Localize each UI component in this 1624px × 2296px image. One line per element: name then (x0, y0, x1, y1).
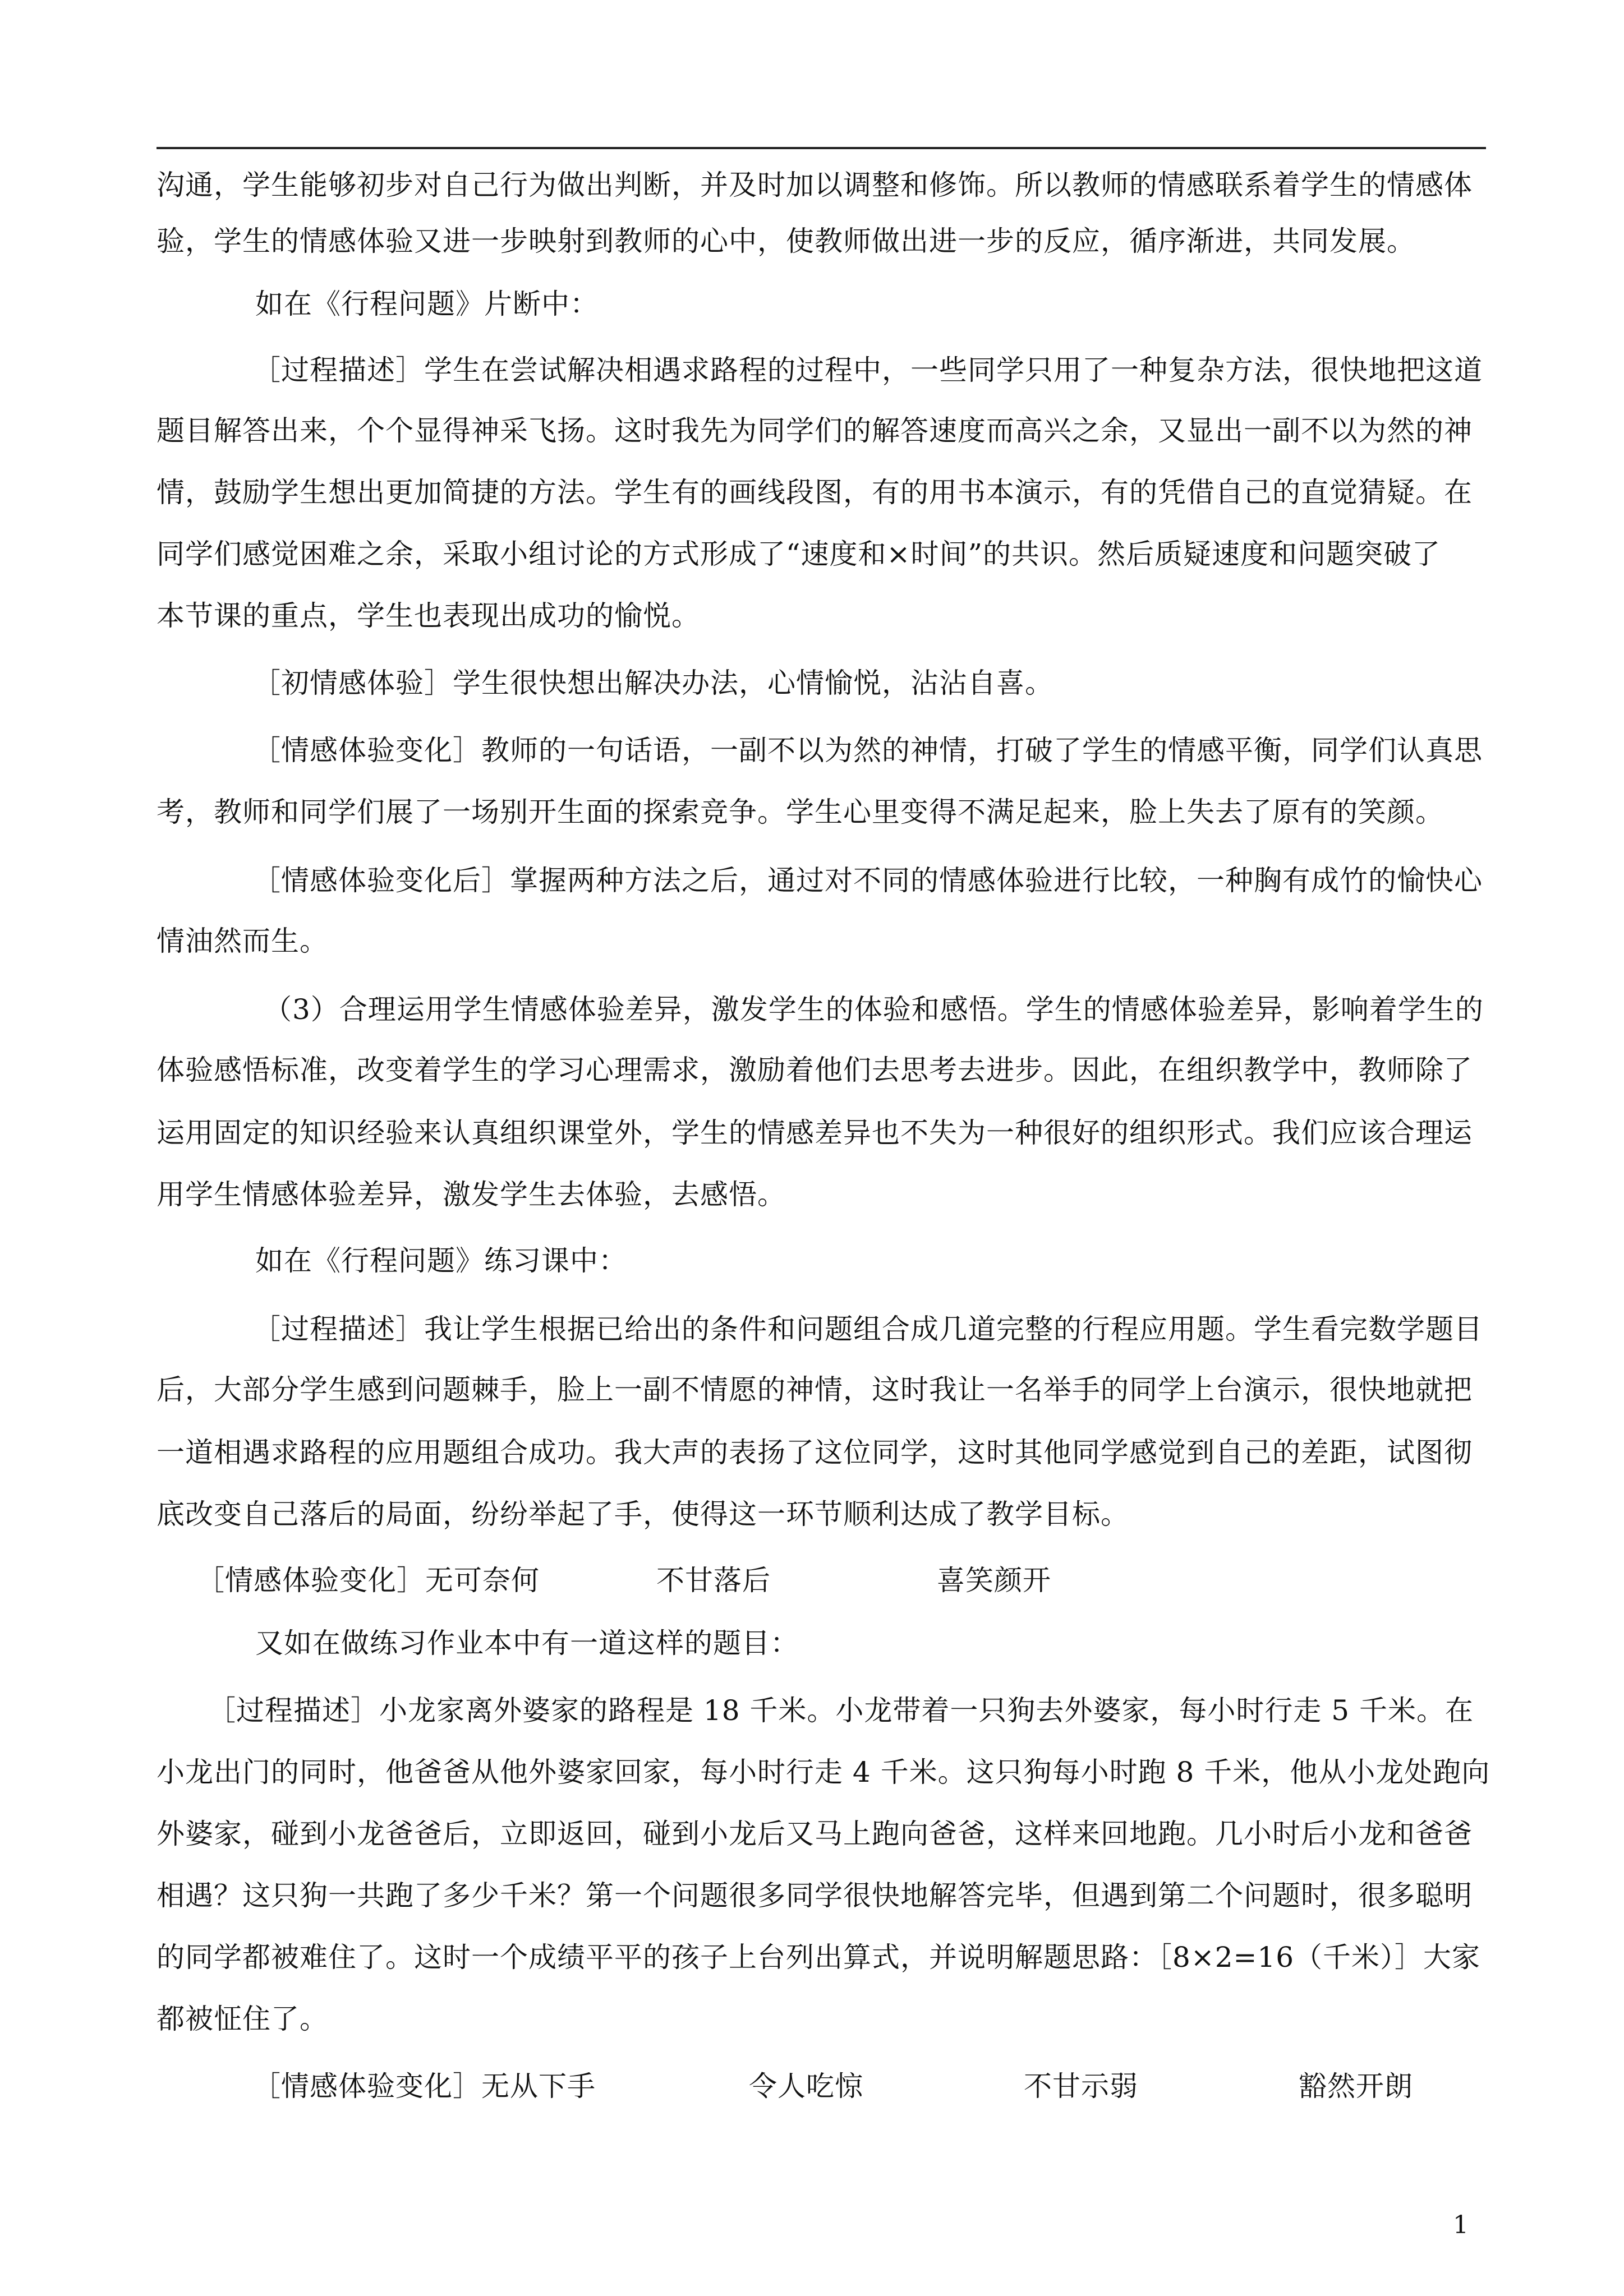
p3-line-5: 本节课的重点，学生也表现出成功的愉悦。 (157, 600, 700, 632)
p6-line-1: ［情感体验变化后］掌握两种方法之后，通过对不同的情感体验进行比较，一种胸有成竹的愉快心 (252, 864, 1483, 897)
emotion2-item-2: 不甘示弱 (1024, 2070, 1138, 2103)
page-number: 1 (1453, 2211, 1469, 2239)
p9-line-1: ［过程描述］我让学生根据已给出的条件和问题组合成几道完整的行程应用题。学生看完数学题目 (252, 1313, 1483, 1345)
p11-line-2: 小龙出门的同时，他爸爸从他外婆家回家，每小时行走 4 千米。这只狗每小时跑 8 千米，他从小龙处跑向 (157, 1756, 1490, 1788)
p11-line-3: 外婆家，碰到小龙爸爸后，立即返回，碰到小龙后又马上跑向爸爸，这样来回地跑。几小时后小龙和爸爸 (157, 1818, 1473, 1850)
emotion1-item-2: 喜笑颜开 (937, 1564, 1051, 1597)
p3-line-2: 题目解答出来，个个显得神采飞扬。这时我先为同学们的解答速度而高兴之余，又显出一副不以为然的神 (157, 414, 1473, 447)
p3-line-4: 同学们感觉困难之余，采取小组讨论的方式形成了“速度和×时间”的共识。然后质疑速度和问题突破了 (157, 538, 1441, 570)
p3-line-3: 情，鼓励学生想出更加简捷的方法。学生有的画线段图，有的用书本演示，有的凭借自己的直觉猜疑。在 (157, 476, 1473, 509)
emotion1-label: ［情感体验变化］无可奈何 (196, 1564, 540, 1597)
p7-line-1: （3）合理运用学生情感体验差异，激发学生的体验和感悟。学生的情感体验差异，影响着学生的 (264, 993, 1484, 1026)
p9-line-4: 底改变自己落后的局面，纷纷举起了手，使得这一环节顺利达成了教学目标。 (157, 1498, 1129, 1530)
p6-line-2: 情油然而生。 (157, 925, 328, 957)
p5-line-2: 考，教师和同学们展了一场别开生面的探索竞争。学生心里变得不满足起来，脸上失去了原有的笑颜。 (157, 796, 1444, 828)
emotion2-item-3: 豁然开朗 (1299, 2070, 1413, 2103)
p5-line-1: ［情感体验变化］教师的一句话语，一副不以为然的神情，打破了学生的情感平衡，同学们认真思 (252, 734, 1483, 767)
p8-line-1: 如在《行程问题》练习课中： (255, 1244, 627, 1277)
p10-line-1: 又如在做练习作业本中有一道这样的题目： (255, 1627, 799, 1659)
p7-line-3: 运用固定的知识经验来认真组织课堂外，学生的情感差异也不失为一种很好的组织形式。我们应该合理运 (157, 1117, 1473, 1149)
p4-line-1: ［初情感体验］学生很快想出解决办法，心情愉悦，沾沾自喜。 (252, 667, 1053, 699)
p11-line-5: 的同学都被难住了。这时一个成绩平平的孩子上台列出算式，并说明解题思路：［8×2=16（千米）］大家 (157, 1941, 1481, 1974)
emotion2-item-1: 令人吃惊 (749, 2070, 863, 2103)
header-rule (157, 147, 1486, 149)
p9-line-3: 一道相遇求路程的应用题组合成功。我大声的表扬了这位同学，这时其他同学感觉到自己的差距，试图彻 (157, 1436, 1473, 1469)
p1-line-1: 沟通，学生能够初步对自己行为做出判断，并及时加以调整和修饰。所以教师的情感联系着学生的情感体 (157, 169, 1473, 201)
p1-line-2: 验，学生的情感体验又进一步映射到教师的心中，使教师做出进一步的反应，循序渐进，共同发展。 (157, 225, 1415, 257)
p2-line-1: 如在《行程问题》片断中： (255, 288, 599, 320)
p11-line-1: ［过程描述］小龙家离外婆家的路程是 18 千米。小龙带着一只狗去外婆家，每小时行走 5 千米。在 (208, 1694, 1474, 1727)
p11-line-4: 相遇？这只狗一共跑了多少千米？第一个问题很多同学很快地解答完毕，但遇到第二个问题时，很多聪明 (157, 1879, 1473, 1912)
p11-line-6: 都被怔住了。 (157, 2003, 328, 2035)
emotion2-label: ［情感体验变化］无从下手 (252, 2070, 596, 2103)
emotion1-item-1: 不甘落后 (656, 1564, 771, 1597)
p3-line-1: ［过程描述］学生在尝试解决相遇求路程的过程中，一些同学只用了一种复杂方法，很快地把这道 (252, 354, 1483, 386)
p7-line-2: 体验感悟标准，改变着学生的学习心理需求，激励着他们去思考去进步。因此，在组织教学中，教师除了 (157, 1054, 1473, 1086)
p9-line-2: 后，大部分学生感到问题棘手，脸上一副不情愿的神情，这时我让一名举手的同学上台演示，很快地就把 (157, 1373, 1473, 1406)
p7-line-4: 用学生情感体验差异，激发学生去体验，去感悟。 (157, 1178, 786, 1211)
